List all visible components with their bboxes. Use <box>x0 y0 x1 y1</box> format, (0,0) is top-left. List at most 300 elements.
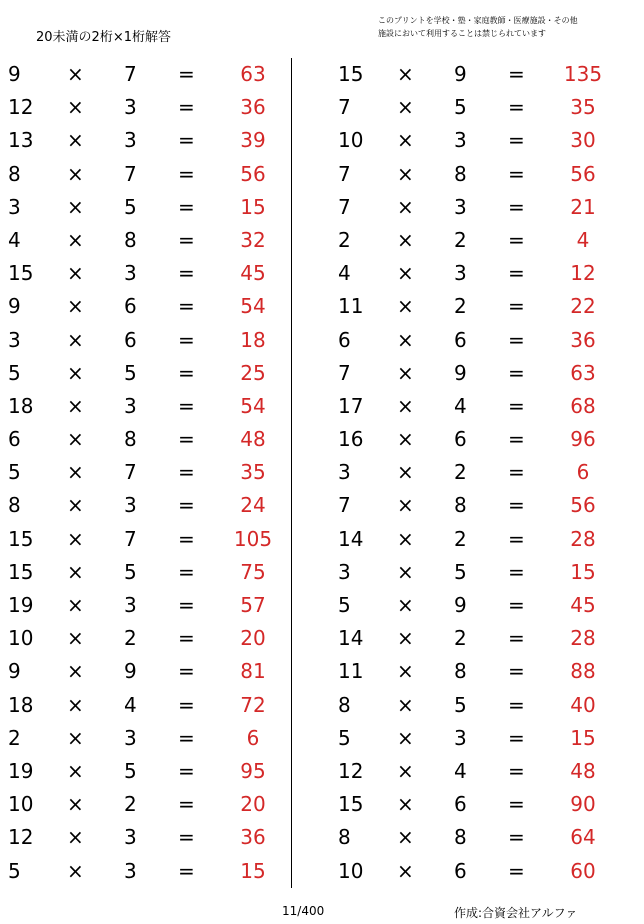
operand-a: 15 <box>8 526 34 551</box>
problem-row <box>330 489 620 522</box>
problem-row <box>0 191 290 224</box>
equals-sign: = <box>508 758 525 783</box>
operand-a: 9 <box>8 62 21 86</box>
times-sign: × <box>67 294 84 319</box>
problem-row <box>330 124 620 157</box>
operand-a: 10 <box>338 128 364 153</box>
operand-a: 5 <box>338 593 351 617</box>
times-sign: × <box>397 593 414 617</box>
operand-a: 15 <box>338 62 364 86</box>
problem-row <box>0 589 290 622</box>
problem-row <box>330 324 620 357</box>
problem-row <box>0 722 290 755</box>
answer: 68 <box>570 393 596 418</box>
equals-sign: = <box>508 659 525 684</box>
problem-row <box>0 556 290 589</box>
equals-sign: = <box>508 360 525 385</box>
answer: 36 <box>570 327 596 352</box>
times-sign: × <box>67 526 84 551</box>
operand-b: 6 <box>124 327 137 352</box>
answer: 60 <box>570 858 596 883</box>
operand-a: 13 <box>8 128 34 153</box>
answer: 90 <box>570 792 596 817</box>
equals-sign: = <box>508 792 525 817</box>
answer: 28 <box>570 626 596 651</box>
equals-sign: = <box>178 393 195 418</box>
equals-sign: = <box>508 194 525 219</box>
answer: 35 <box>570 95 596 120</box>
times-sign: × <box>67 360 84 385</box>
answer: 75 <box>240 559 266 584</box>
equals-sign: = <box>178 559 195 584</box>
equals-sign: = <box>508 294 525 319</box>
times-sign: × <box>397 161 414 186</box>
times-sign: × <box>397 460 414 485</box>
usage-notice <box>378 14 578 40</box>
equals-sign: = <box>508 427 525 452</box>
problem-row <box>0 755 290 788</box>
problem-row <box>330 722 620 755</box>
answer: 45 <box>240 261 266 286</box>
times-sign: × <box>67 825 84 850</box>
operand-a: 5 <box>8 360 21 385</box>
operand-b: 7 <box>124 526 137 551</box>
operand-b: 2 <box>454 626 467 651</box>
equals-sign: = <box>178 792 195 817</box>
operand-b: 9 <box>454 62 467 86</box>
equals-sign: = <box>178 261 195 286</box>
answer: 63 <box>240 62 266 86</box>
times-sign: × <box>397 360 414 385</box>
problem-row <box>0 58 290 91</box>
equals-sign: = <box>178 593 195 617</box>
equals-sign: = <box>508 261 525 286</box>
times-sign: × <box>67 427 84 452</box>
operand-b: 2 <box>124 792 137 817</box>
answer: 35 <box>240 460 266 485</box>
column-divider <box>291 58 292 888</box>
operand-a: 4 <box>338 261 351 286</box>
operand-a: 18 <box>8 393 34 418</box>
equals-sign: = <box>508 460 525 485</box>
equals-sign: = <box>508 227 525 252</box>
answer: 56 <box>570 493 596 518</box>
equals-sign: = <box>178 858 195 883</box>
operand-b: 2 <box>454 526 467 551</box>
answer: 45 <box>570 593 596 617</box>
operand-a: 9 <box>8 659 21 684</box>
times-sign: × <box>67 161 84 186</box>
answer: 20 <box>240 626 266 651</box>
equals-sign: = <box>178 526 195 551</box>
times-sign: × <box>67 261 84 286</box>
operand-a: 7 <box>338 493 351 518</box>
problem-row <box>0 158 290 191</box>
answer: 15 <box>570 725 596 750</box>
times-sign: × <box>397 858 414 883</box>
operand-b: 6 <box>454 792 467 817</box>
answer: 54 <box>240 393 266 418</box>
operand-b: 9 <box>124 659 137 684</box>
times-sign: × <box>397 526 414 551</box>
equals-sign: = <box>178 825 195 850</box>
equals-sign: = <box>508 825 525 850</box>
times-sign: × <box>67 95 84 120</box>
problem-column-left <box>0 58 290 888</box>
answer: 81 <box>240 659 266 684</box>
times-sign: × <box>397 725 414 750</box>
answer: 95 <box>240 758 266 783</box>
problem-row <box>330 821 620 854</box>
times-sign: × <box>397 128 414 153</box>
problem-row <box>0 788 290 821</box>
equals-sign: = <box>178 95 195 120</box>
operand-b: 6 <box>454 858 467 883</box>
equals-sign: = <box>178 227 195 252</box>
problem-row <box>0 456 290 489</box>
equals-sign: = <box>178 626 195 651</box>
times-sign: × <box>67 692 84 717</box>
operand-a: 8 <box>338 825 351 850</box>
problem-row <box>330 689 620 722</box>
problem-row <box>0 622 290 655</box>
answer: 6 <box>246 725 260 750</box>
answer: 54 <box>240 294 266 319</box>
times-sign: × <box>397 261 414 286</box>
operand-b: 8 <box>454 493 467 518</box>
operand-b: 5 <box>454 559 467 584</box>
equals-sign: = <box>508 493 525 518</box>
times-sign: × <box>397 825 414 850</box>
operand-a: 15 <box>8 559 34 584</box>
answer: 12 <box>570 261 596 286</box>
operand-a: 10 <box>8 626 34 651</box>
operand-a: 2 <box>338 227 351 252</box>
answer: 39 <box>240 128 266 153</box>
problem-row <box>330 456 620 489</box>
times-sign: × <box>397 327 414 352</box>
answer: 21 <box>570 194 596 219</box>
operand-b: 8 <box>454 659 467 684</box>
answer: 40 <box>570 692 596 717</box>
operand-a: 3 <box>8 194 21 219</box>
operand-a: 6 <box>338 327 351 352</box>
operand-a: 3 <box>338 460 351 485</box>
equals-sign: = <box>178 659 195 684</box>
times-sign: × <box>67 725 84 750</box>
operand-b: 2 <box>454 460 467 485</box>
equals-sign: = <box>508 559 525 584</box>
answer: 36 <box>240 825 266 850</box>
problem-row <box>330 788 620 821</box>
answer: 105 <box>233 526 273 551</box>
equals-sign: = <box>508 128 525 153</box>
problem-row <box>0 124 290 157</box>
answer: 32 <box>240 227 266 252</box>
problem-row <box>0 689 290 722</box>
answer: 22 <box>570 294 596 319</box>
operand-a: 10 <box>338 858 364 883</box>
operand-b: 3 <box>124 593 137 617</box>
operand-a: 3 <box>338 559 351 584</box>
times-sign: × <box>67 559 84 584</box>
problem-row <box>0 655 290 688</box>
problem-row <box>0 357 290 390</box>
times-sign: × <box>397 758 414 783</box>
answer: 4 <box>576 227 590 252</box>
answer: 56 <box>240 161 266 186</box>
answer: 64 <box>570 825 596 850</box>
operand-a: 8 <box>338 692 351 717</box>
times-sign: × <box>67 593 84 617</box>
problem-row <box>0 257 290 290</box>
operand-a: 16 <box>338 427 364 452</box>
operand-a: 2 <box>8 725 21 750</box>
operand-b: 6 <box>124 294 137 319</box>
problem-row <box>330 423 620 456</box>
answer: 48 <box>570 758 596 783</box>
operand-b: 3 <box>124 261 137 286</box>
problem-row <box>330 755 620 788</box>
operand-b: 9 <box>454 593 467 617</box>
problem-column-right <box>330 58 620 888</box>
equals-sign: = <box>508 725 525 750</box>
operand-a: 12 <box>8 95 34 120</box>
problem-row <box>330 58 620 91</box>
operand-b: 3 <box>454 725 467 750</box>
problem-row <box>330 158 620 191</box>
operand-a: 5 <box>8 460 21 485</box>
operand-b: 3 <box>454 128 467 153</box>
operand-b: 6 <box>454 327 467 352</box>
problem-row <box>330 191 620 224</box>
problem-row <box>330 257 620 290</box>
problem-row <box>0 821 290 854</box>
answer: 18 <box>240 327 266 352</box>
operand-b: 7 <box>124 161 137 186</box>
times-sign: × <box>67 858 84 883</box>
answer: 6 <box>576 460 590 485</box>
equals-sign: = <box>178 327 195 352</box>
operand-b: 3 <box>124 825 137 850</box>
operand-a: 7 <box>338 161 351 186</box>
operand-b: 3 <box>124 858 137 883</box>
times-sign: × <box>397 626 414 651</box>
problem-row <box>330 390 620 423</box>
times-sign: × <box>67 327 84 352</box>
equals-sign: = <box>508 626 525 651</box>
operand-a: 19 <box>8 593 34 617</box>
operand-b: 3 <box>124 725 137 750</box>
equals-sign: = <box>178 194 195 219</box>
operand-a: 7 <box>338 95 351 120</box>
operand-b: 3 <box>124 128 137 153</box>
operand-a: 14 <box>338 626 364 651</box>
times-sign: × <box>397 427 414 452</box>
operand-b: 2 <box>124 626 137 651</box>
times-sign: × <box>67 227 84 252</box>
problem-row <box>0 224 290 257</box>
problem-row <box>330 523 620 556</box>
problem-row <box>330 589 620 622</box>
operand-a: 7 <box>338 194 351 219</box>
operand-b: 3 <box>454 194 467 219</box>
operand-b: 9 <box>454 360 467 385</box>
operand-b: 5 <box>124 360 137 385</box>
equals-sign: = <box>178 493 195 518</box>
answer: 30 <box>570 128 596 153</box>
times-sign: × <box>397 659 414 684</box>
operand-a: 9 <box>8 294 21 319</box>
problem-row <box>0 290 290 323</box>
answer: 88 <box>570 659 596 684</box>
answer: 25 <box>240 360 266 385</box>
operand-b: 4 <box>454 758 467 783</box>
answer: 63 <box>570 360 596 385</box>
times-sign: × <box>397 194 414 219</box>
operand-b: 8 <box>124 427 137 452</box>
times-sign: × <box>67 493 84 518</box>
problem-row <box>330 622 620 655</box>
operand-b: 4 <box>124 692 137 717</box>
operand-b: 8 <box>124 227 137 252</box>
times-sign: × <box>67 626 84 651</box>
equals-sign: = <box>178 460 195 485</box>
answer: 15 <box>240 858 266 883</box>
answer: 36 <box>240 95 266 120</box>
operand-a: 12 <box>338 758 364 783</box>
problem-row <box>0 91 290 124</box>
operand-a: 10 <box>8 792 34 817</box>
equals-sign: = <box>178 427 195 452</box>
times-sign: × <box>397 393 414 418</box>
operand-a: 12 <box>8 825 34 850</box>
answer: 24 <box>240 493 266 518</box>
equals-sign: = <box>508 858 525 883</box>
times-sign: × <box>67 758 84 783</box>
times-sign: × <box>67 792 84 817</box>
equals-sign: = <box>178 758 195 783</box>
usage-notice-line-2: 施設において利用することは禁じられています <box>378 29 546 38</box>
operand-b: 8 <box>454 825 467 850</box>
operand-a: 4 <box>8 227 21 252</box>
problem-row <box>330 290 620 323</box>
answer: 15 <box>570 559 596 584</box>
operand-a: 8 <box>8 161 21 186</box>
answer: 56 <box>570 161 596 186</box>
times-sign: × <box>67 393 84 418</box>
problem-row <box>330 91 620 124</box>
equals-sign: = <box>508 62 525 86</box>
equals-sign: = <box>178 161 195 186</box>
worksheet-title: 20未満の2桁×1桁解答 <box>36 30 171 45</box>
problem-row <box>330 556 620 589</box>
equals-sign: = <box>178 62 195 86</box>
equals-sign: = <box>508 526 525 551</box>
times-sign: × <box>397 62 414 86</box>
equals-sign: = <box>178 128 195 153</box>
operand-b: 5 <box>124 194 137 219</box>
equals-sign: = <box>508 161 525 186</box>
operand-a: 5 <box>338 725 351 750</box>
operand-b: 5 <box>124 758 137 783</box>
operand-b: 6 <box>454 427 467 452</box>
operand-a: 18 <box>8 692 34 717</box>
operand-b: 2 <box>454 294 467 319</box>
operand-b: 3 <box>454 261 467 286</box>
times-sign: × <box>397 493 414 518</box>
operand-b: 7 <box>124 460 137 485</box>
operand-b: 3 <box>124 493 137 518</box>
equals-sign: = <box>508 393 525 418</box>
operand-a: 8 <box>8 493 21 518</box>
operand-a: 17 <box>338 393 364 418</box>
operand-b: 8 <box>454 161 467 186</box>
operand-a: 14 <box>338 526 364 551</box>
times-sign: × <box>67 128 84 153</box>
problem-row <box>330 357 620 390</box>
answer: 48 <box>240 427 266 452</box>
equals-sign: = <box>508 692 525 717</box>
times-sign: × <box>67 659 84 684</box>
problem-row <box>330 224 620 257</box>
operand-a: 11 <box>338 294 364 319</box>
times-sign: × <box>67 62 84 86</box>
usage-notice-line-1: このプリントを学校・塾・家庭教師・医療施設・その他 <box>378 16 578 25</box>
operand-b: 7 <box>124 62 137 86</box>
equals-sign: = <box>508 327 525 352</box>
operand-b: 5 <box>454 692 467 717</box>
operand-a: 6 <box>8 427 21 452</box>
answer: 28 <box>570 526 596 551</box>
equals-sign: = <box>178 294 195 319</box>
problem-row <box>0 489 290 522</box>
problem-row <box>0 390 290 423</box>
operand-a: 19 <box>8 758 34 783</box>
operand-b: 4 <box>454 393 467 418</box>
operand-a: 5 <box>8 858 21 883</box>
times-sign: × <box>67 460 84 485</box>
problem-row <box>0 324 290 357</box>
problem-row <box>0 523 290 556</box>
times-sign: × <box>67 194 84 219</box>
operand-a: 15 <box>338 792 364 817</box>
problem-row <box>330 655 620 688</box>
times-sign: × <box>397 95 414 120</box>
times-sign: × <box>397 227 414 252</box>
times-sign: × <box>397 294 414 319</box>
operand-b: 2 <box>454 227 467 252</box>
answer: 72 <box>240 692 266 717</box>
times-sign: × <box>397 559 414 584</box>
equals-sign: = <box>178 360 195 385</box>
operand-b: 5 <box>454 95 467 120</box>
author-credit: 作成:合資会社アルファ <box>454 906 578 920</box>
problem-row <box>330 855 620 888</box>
answer: 135 <box>563 62 603 86</box>
answer: 96 <box>570 427 596 452</box>
operand-a: 3 <box>8 327 21 352</box>
answer: 20 <box>240 792 266 817</box>
operand-b: 3 <box>124 95 137 120</box>
problem-row <box>0 855 290 888</box>
equals-sign: = <box>508 95 525 120</box>
equals-sign: = <box>178 725 195 750</box>
operand-a: 15 <box>8 261 34 286</box>
answer: 57 <box>240 593 266 617</box>
times-sign: × <box>397 692 414 717</box>
page-number: 11/400 <box>282 904 325 918</box>
